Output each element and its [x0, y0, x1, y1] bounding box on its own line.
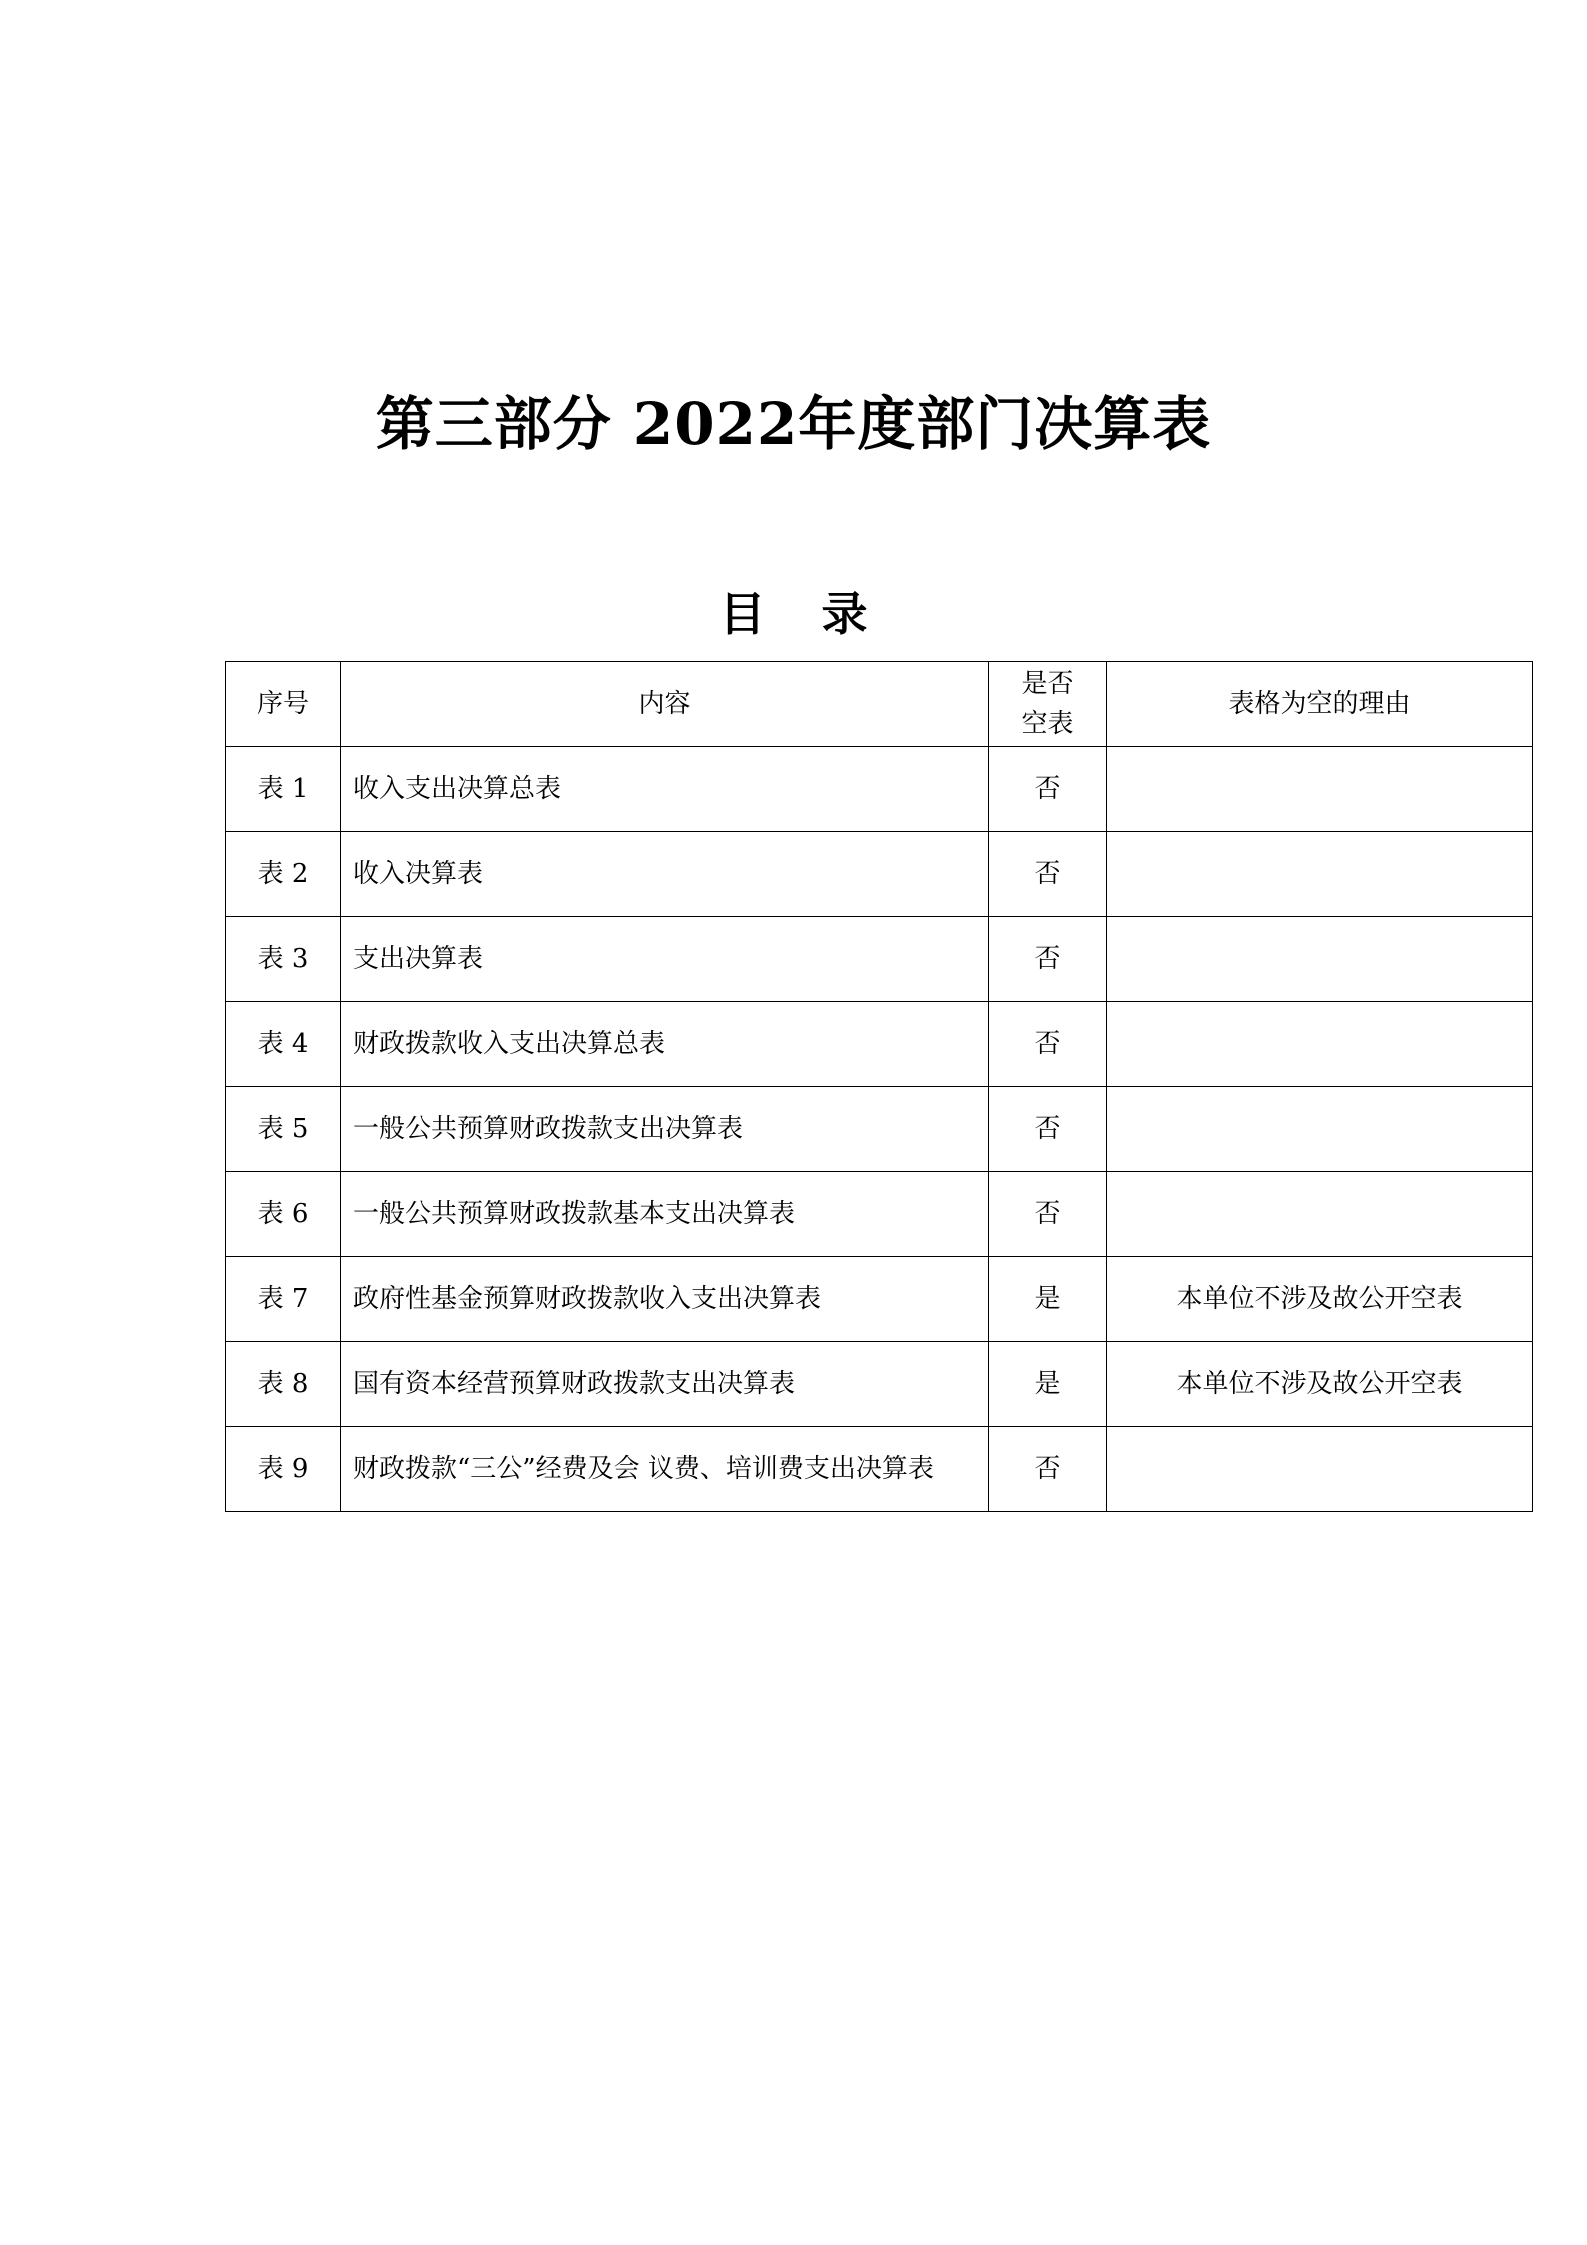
row-reason [1107, 1427, 1533, 1512]
row-reason [1107, 832, 1533, 917]
row-is-empty: 否 [989, 917, 1107, 1002]
row-content: 国有资本经营预算财政拨款支出决算表 [341, 1342, 989, 1427]
row-content: 一般公共预算财政拨款支出决算表 [341, 1087, 989, 1172]
row-content: 财政拨款收入支出决算总表 [341, 1002, 989, 1087]
header-content: 内容 [341, 662, 989, 747]
table-row [226, 917, 1533, 1002]
table-header-row [226, 662, 1533, 747]
row-no: 表 8 [226, 1342, 341, 1427]
row-is-empty: 是 [989, 1342, 1107, 1427]
row-content: 收入支出决算总表 [341, 747, 989, 832]
header-reason: 表格为空的理由 [1107, 662, 1533, 747]
row-is-empty: 否 [989, 1002, 1107, 1087]
page-title: 第三部分 2022年度部门决算表 [375, 390, 1212, 458]
row-reason [1107, 1002, 1533, 1087]
row-no: 表 1 [226, 747, 341, 832]
row-no: 表 3 [226, 917, 341, 1002]
row-no: 表 4 [226, 1002, 341, 1087]
toc-table [225, 661, 1533, 1512]
header-no: 序号 [226, 662, 341, 747]
table-row [226, 1172, 1533, 1257]
header-is-empty-line2: 空表 [1021, 709, 1074, 739]
header-is-empty-line1: 是否 [1021, 669, 1074, 699]
row-content: 财政拨款“三公”经费及会 议费、培训费支出决算表 [341, 1427, 989, 1512]
row-no: 表 6 [226, 1172, 341, 1257]
row-content: 支出决算表 [341, 917, 989, 1002]
row-no: 表 5 [226, 1087, 341, 1172]
table-row [226, 1342, 1533, 1427]
row-is-empty: 否 [989, 1172, 1107, 1257]
table-row [226, 747, 1533, 832]
row-no: 表 7 [226, 1257, 341, 1342]
header-is-empty [989, 662, 1107, 747]
table-row [226, 1087, 1533, 1172]
row-is-empty: 是 [989, 1257, 1107, 1342]
row-is-empty: 否 [989, 1087, 1107, 1172]
row-reason [1107, 1172, 1533, 1257]
row-no: 表 2 [226, 832, 341, 917]
row-reason [1107, 747, 1533, 832]
row-no: 表 9 [226, 1427, 341, 1512]
row-reason: 本单位不涉及故公开空表 [1107, 1257, 1533, 1342]
row-is-empty: 否 [989, 832, 1107, 917]
row-is-empty: 否 [989, 1427, 1107, 1512]
row-reason [1107, 1087, 1533, 1172]
row-content: 收入决算表 [341, 832, 989, 917]
row-reason: 本单位不涉及故公开空表 [1107, 1342, 1533, 1427]
toc-heading: 目 录 [719, 587, 868, 641]
row-is-empty: 否 [989, 747, 1107, 832]
row-content: 政府性基金预算财政拨款收入支出决算表 [341, 1257, 989, 1342]
table-row [226, 1257, 1533, 1342]
table-row [226, 1002, 1533, 1087]
row-reason [1107, 917, 1533, 1002]
table-row [226, 832, 1533, 917]
row-content: 一般公共预算财政拨款基本支出决算表 [341, 1172, 989, 1257]
table-row [226, 1427, 1533, 1512]
